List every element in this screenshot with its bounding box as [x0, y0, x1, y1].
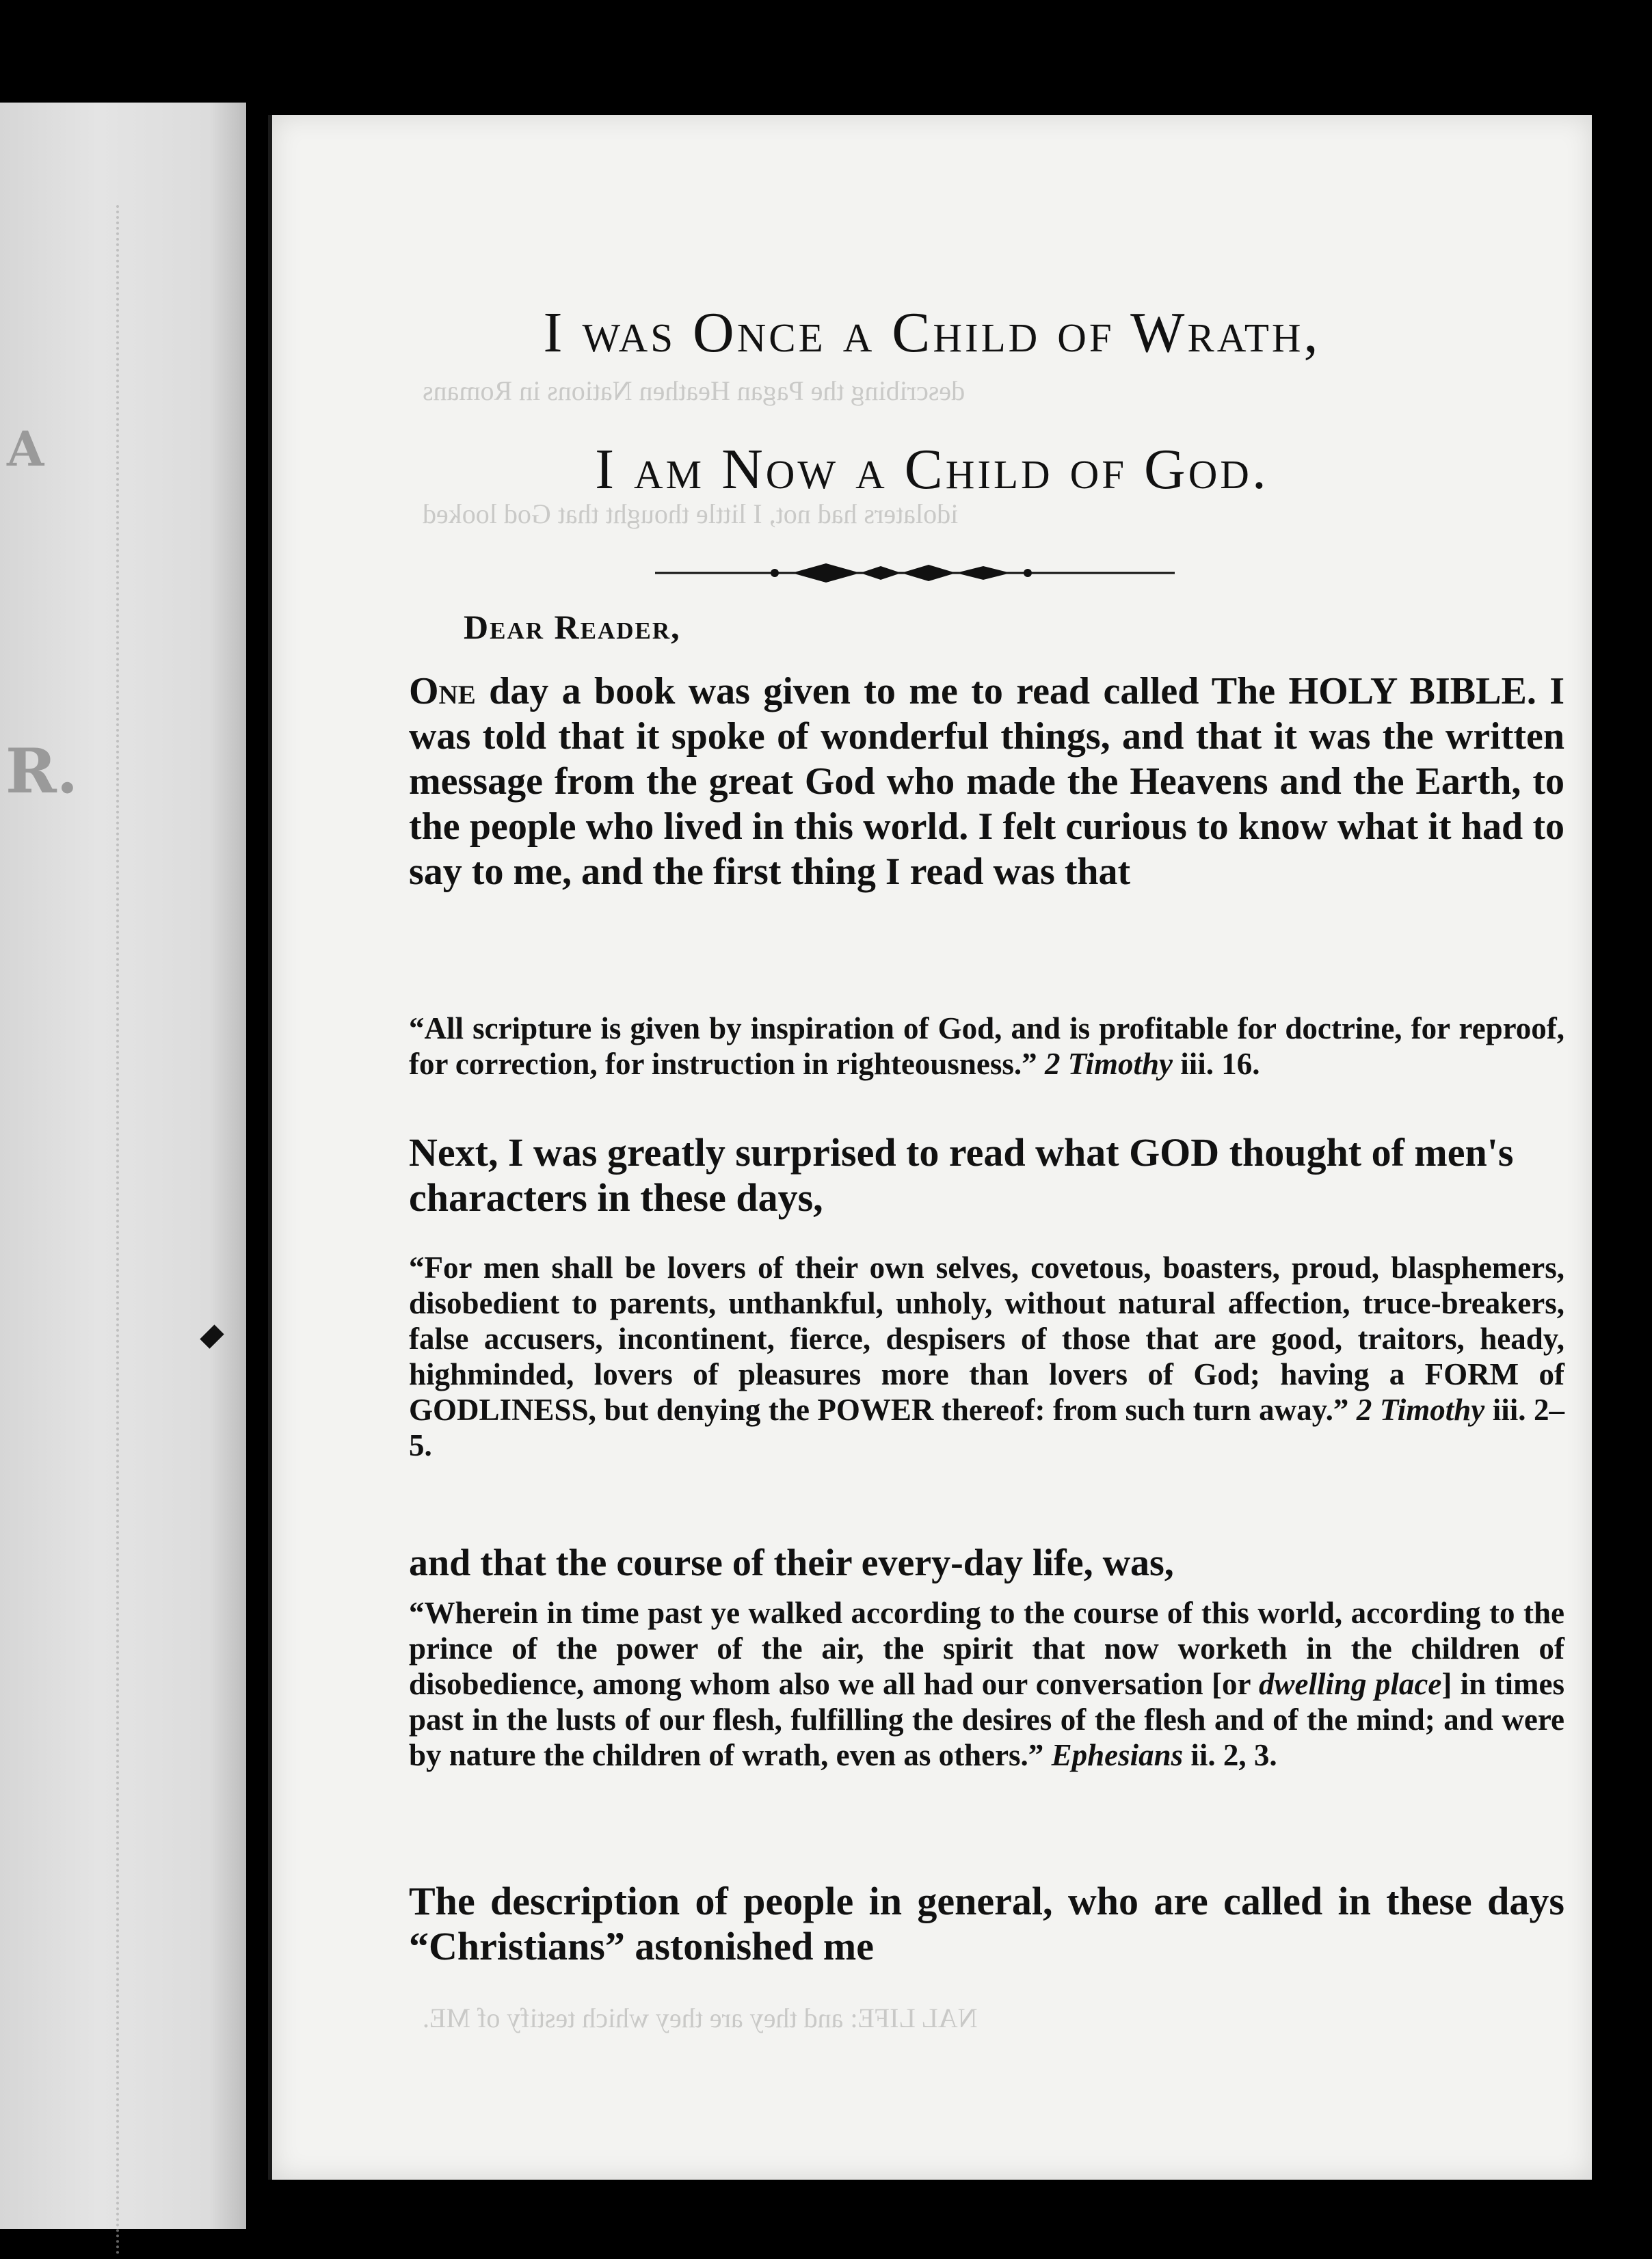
left-page-edge [0, 103, 246, 2229]
page-title-line-2: I am Now a Child of God. [595, 438, 1269, 501]
page-title-line-1: I was Once a Child of Wrath, [543, 301, 1321, 364]
quote-3-text-a: “Wherein in time past ye walked according to the course of this world, according to the prince of the power of the air, the spirit that now worketh in the children of disobedience, among whom also we all had our conversation [or [409, 1596, 1564, 1701]
document-page [268, 115, 1592, 2180]
quote-2-text: “For men shall be lovers of their own selves, covetous, boasters, proud, blasphemers, disobedient to parents, unthankful, unholy, without natural affection, truce-breakers, false accusers, incontinent, fierce, despisers of those that are good, traitors, heady, highminded, lovers of pleasures more than lovers of God; having a FORM of GODLINESS, but denying the POWER thereof: from such turn away.” [409, 1251, 1564, 1427]
quote-1-text: “All scripture is given by inspiration of God, and is profitable for doctrine, for reproof, for correction, for instruction in righteousness.” [409, 1011, 1564, 1081]
title-divider-ornament [655, 559, 1175, 587]
quote-1-book: 2 Timothy [1044, 1047, 1173, 1081]
left-page-border-ornament [116, 205, 160, 2256]
bleed-through-text: idolaters had not, I little thought that God looked [423, 498, 959, 529]
quote-2-verse: iii. 2–5. [409, 1393, 1564, 1462]
paragraph-1-lead: One [409, 670, 476, 712]
salutation: Dear Reader, [464, 608, 681, 646]
scripture-quote-3 [409, 1595, 1564, 1773]
scripture-quote-2 [409, 1250, 1564, 1463]
quote-3-book: Ephesians [1051, 1738, 1184, 1772]
quote-3-verse: ii. 2, 3. [1183, 1738, 1277, 1772]
bleed-through-text: describing the Pagan Heathen Nations in Romans [423, 375, 965, 406]
paragraph-1-text: day a book was given to me to read called The HOLY BIBLE. I was told that it spoke of wonderful things, and that it was the written message from the great God who made the Heavens and the Earth, to the people who lived in this world. I felt curious to know what it had to say to me, and the first thing I read was that [409, 670, 1564, 893]
quote-3-text-b: ] in times past in the lusts of our flesh, fulfilling the desires of the flesh and of the mind; and were by nature the children of wrath, even as others.” [409, 1667, 1564, 1772]
quote-1-verse: iii. 16. [1173, 1047, 1260, 1081]
quote-3-italic: dwelling place [1259, 1667, 1442, 1701]
left-page-letter-a: A [7, 420, 44, 477]
left-page-letter-r: R. [5, 735, 79, 807]
bleed-through-text: NAL LIFE: and they are they which testify of ME. [423, 2003, 978, 2033]
scripture-quote-1 [409, 1011, 1564, 1082]
paragraph-3: and that the course of their every-day life, was, [409, 1542, 1174, 1584]
paragraph-2: Next, I was greatly surprised to read what GOD thought of men's characters in these days, [409, 1130, 1514, 1220]
paragraph-1 [409, 669, 1564, 894]
paragraph-4: The description of people in general, who are called in these days “Christians” astonished me [409, 1879, 1564, 1968]
quote-2-book: 2 Timothy [1356, 1393, 1485, 1427]
